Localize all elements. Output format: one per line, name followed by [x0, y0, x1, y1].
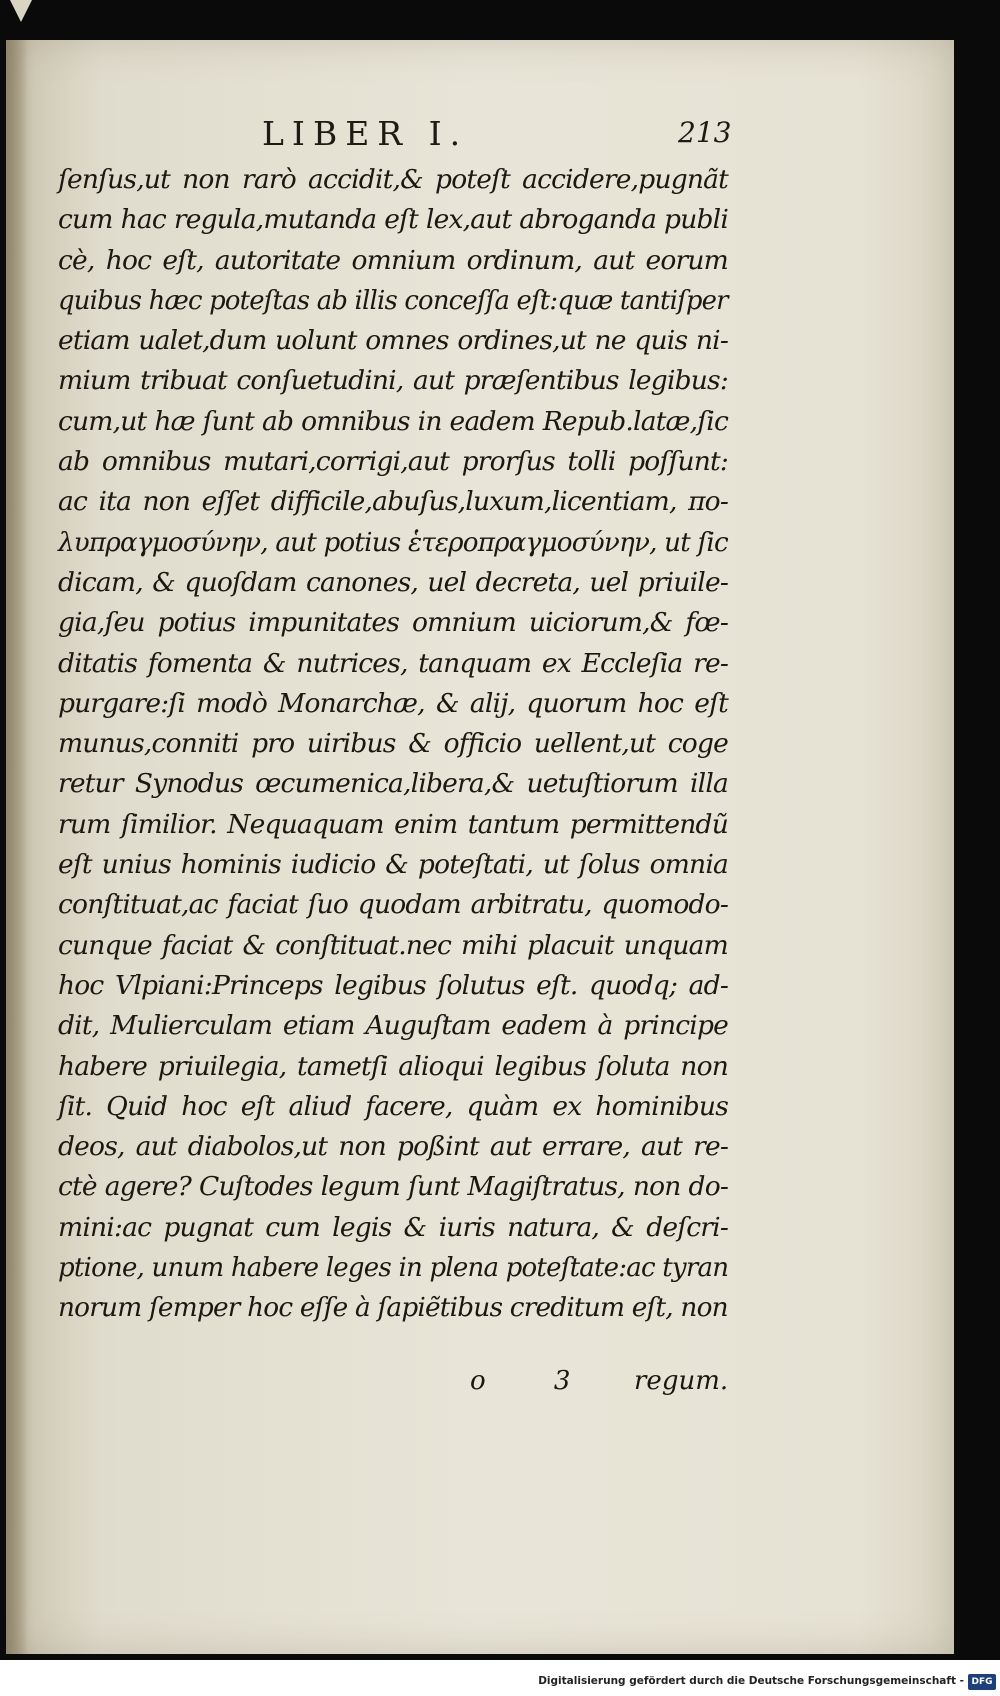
dfg-logo-icon: DFG	[968, 1674, 996, 1690]
book-page	[6, 40, 954, 1654]
text-line: rum ſimilior. Nequaquam enim tantum permittendũ	[58, 808, 728, 840]
text-line: quibus hæc poteſtas ab illis conceſſa eſt:quæ tantiſper	[58, 284, 728, 316]
text-line: conſtituat,ac faciat ſuo quodam arbitratu, quomodo-	[58, 889, 728, 921]
text-line: ac ita non eſſet difficile,abuſus,luxum,licentiam, πο-	[58, 486, 728, 518]
text-line: habere priuilegia, tametſi alioqui legibus ſoluta non	[58, 1050, 728, 1082]
page-footer	[6, 1366, 954, 1406]
text-line: gia,ſeu potius impunitates omnium uiciorum,& fœ-	[58, 607, 728, 639]
text-line: cum,ut hæ ſunt ab omnibus in eadem Repub.latæ,ſic	[58, 405, 728, 437]
text-line: purgare:ſi modò Monarchæ, & alij, quorum hoc eſt	[58, 687, 728, 719]
text-line: cunque faciat & conſtituat.nec mihi placuit unquam	[58, 929, 728, 961]
catchword: regum.	[634, 1366, 729, 1396]
text-line: ptione, unum habere leges in plena poteſtate:ac tyran	[58, 1252, 729, 1284]
text-line: λυπραγμοσύνην, aut potius ἑτεροπραγμοσύνην, ut ſic	[58, 526, 728, 558]
signature-mark: o 3	[470, 1366, 601, 1396]
funding-credit: Digitalisierung gefördert durch die Deutsche Forschungsgemeinschaft -	[538, 1675, 964, 1687]
credit-bar	[0, 1672, 1000, 1696]
text-line: cè, hoc eſt, autoritate omnium ordinum, aut eorum	[58, 244, 728, 276]
text-line: cum hac regula,mutanda eſt lex,aut abroganda publi	[58, 204, 728, 236]
text-line: retur Synodus œcumenica,libera,& uetuſtiorum illa	[58, 768, 728, 800]
text-line: munus,conniti pro uiribus & officio uellent,ut coge	[58, 728, 728, 760]
text-line: mini:ac pugnat cum legis & iuris natura, & deſcri-	[58, 1211, 728, 1243]
body-text	[58, 160, 728, 1329]
text-line: norum ſemper hoc eſſe à ſapiẽtibus creditum eſt, non	[58, 1292, 728, 1324]
page-number: 213	[678, 116, 732, 149]
text-line: dit, Mulierculam etiam Auguſtam eadem à principe	[58, 1010, 728, 1042]
page-gutter-shadow	[6, 40, 28, 1654]
text-line: mium tribuat conſuetudini, aut præſentibus legibus:	[58, 365, 728, 397]
text-line: ab omnibus mutari,corrigi,aut prorſus tolli poſſunt:	[58, 446, 728, 478]
running-title: LIBER I.	[262, 114, 469, 153]
text-line: ſit. Quid hoc eſt aliud facere, quàm ex hominibus	[58, 1090, 728, 1122]
running-head	[6, 112, 954, 162]
text-line: eſt unius hominis iudicio & poteſtati, ut ſolus omnia	[58, 849, 728, 881]
text-line: hoc Vlpiani:Princeps legibus ſolutus eſt. quodq; ad-	[58, 969, 728, 1001]
text-line: ditatis fomenta & nutrices, tanquam ex Eccleſia re-	[58, 647, 728, 679]
text-line: etiam ualet,dum uolunt omnes ordines,ut ne quis ni-	[58, 325, 728, 357]
text-line: ctè agere? Cuſtodes legum ſunt Magiſtratus, non do-	[58, 1171, 728, 1203]
text-line: dicam, & quoſdam canones, uel decreta, uel priuile-	[58, 566, 728, 598]
text-line: ſenſus,ut non rarò accidit,& poteſt accidere,pugnãt	[58, 164, 728, 195]
text-line: deos, aut diabolos,ut non poßint aut errare, aut re-	[58, 1131, 728, 1163]
